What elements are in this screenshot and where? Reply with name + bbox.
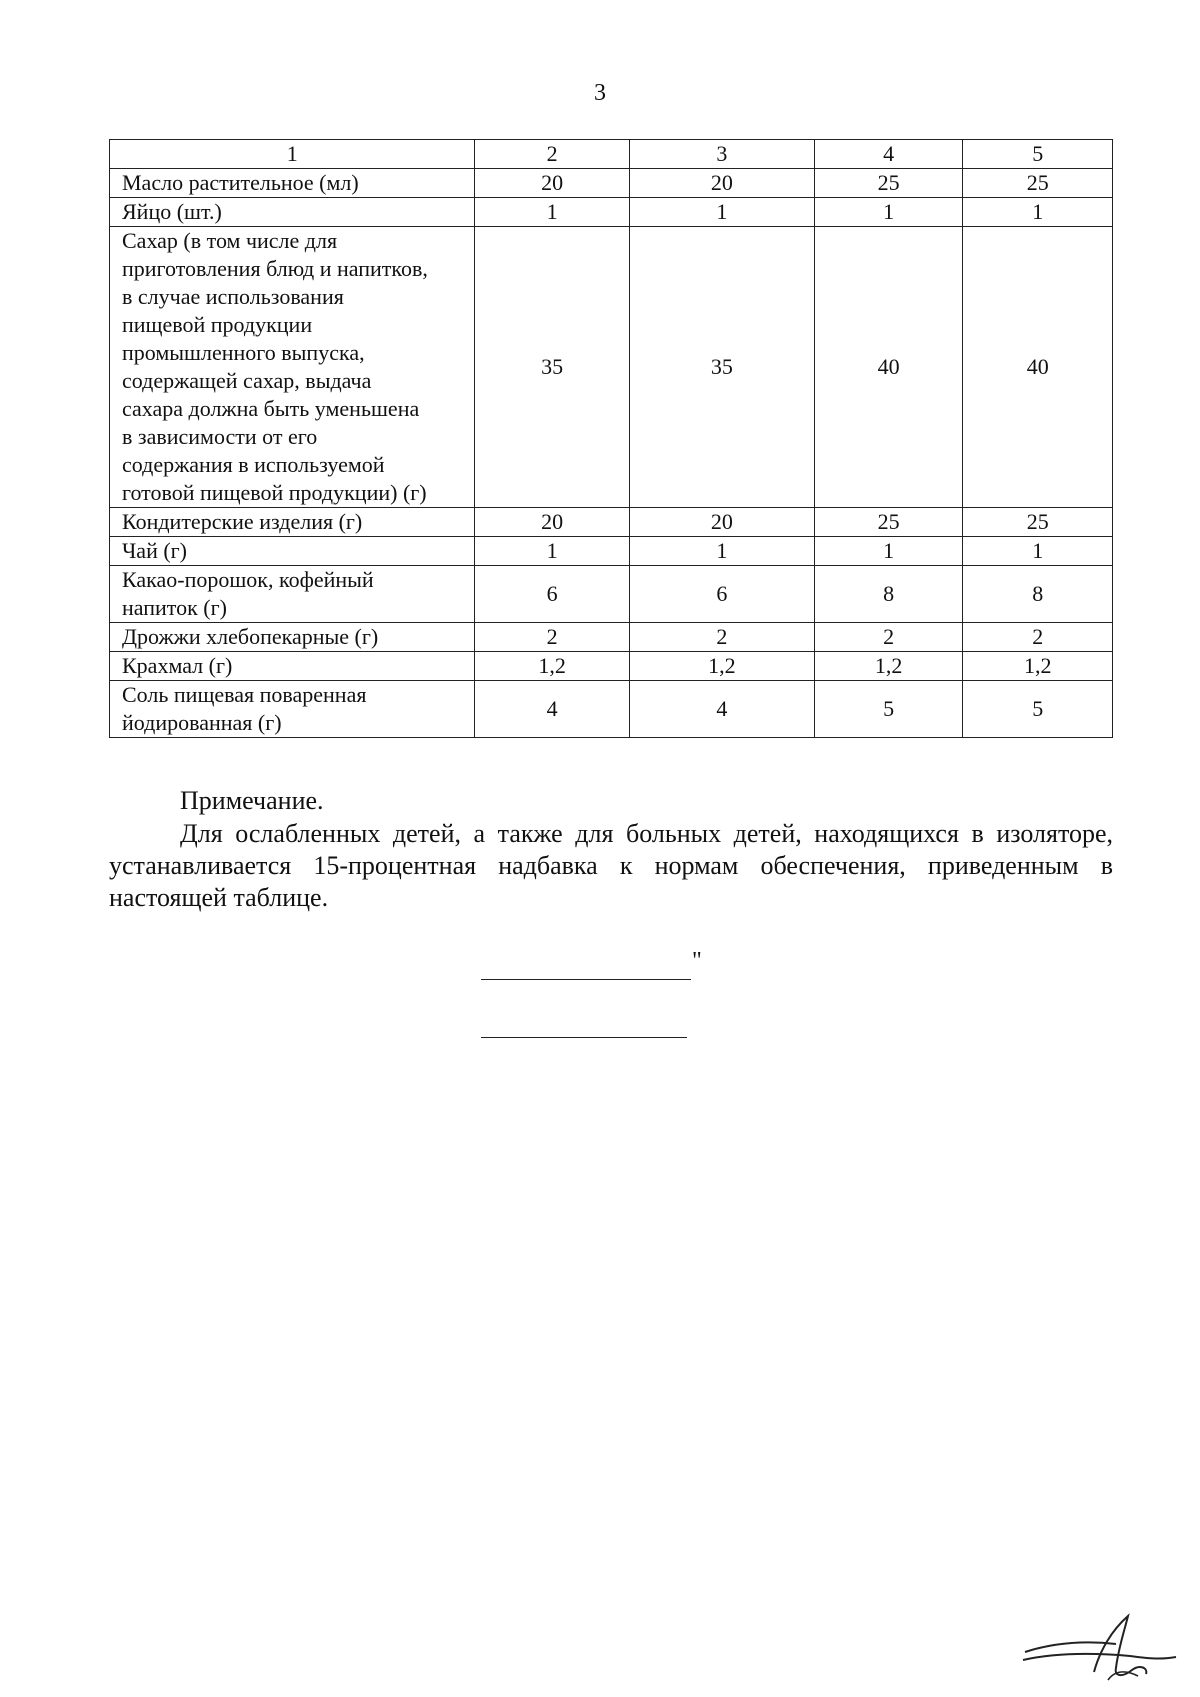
norm-value-cell: 40 bbox=[963, 227, 1113, 508]
product-name-line: содержащей сахар, выдача bbox=[122, 368, 372, 393]
product-name-line: в зависимости от его bbox=[122, 424, 318, 449]
norm-value-cell: 1 bbox=[475, 198, 629, 227]
norm-value-cell: 1 bbox=[475, 537, 629, 566]
table-row bbox=[110, 652, 1113, 681]
norm-value-cell: 5 bbox=[814, 681, 963, 738]
product-name-line: приготовления блюд и напитков, bbox=[122, 256, 428, 281]
norm-value-cell: 20 bbox=[475, 508, 629, 537]
note-title: Примечание. bbox=[180, 786, 324, 815]
product-name-line: Дрожжи хлебопекарные (г) bbox=[122, 624, 379, 649]
norm-value-cell: 35 bbox=[475, 227, 629, 508]
norm-value-cell: 1,2 bbox=[814, 652, 963, 681]
product-name-line: Яйцо (шт.) bbox=[122, 199, 222, 224]
norm-value-cell: 6 bbox=[629, 566, 814, 623]
norm-value-cell: 20 bbox=[629, 508, 814, 537]
product-name-cell bbox=[110, 227, 475, 508]
table-row bbox=[110, 623, 1113, 652]
norm-value-cell: 6 bbox=[475, 566, 629, 623]
product-name-line: напиток (г) bbox=[122, 595, 227, 620]
norm-value-cell: 2 bbox=[963, 623, 1113, 652]
table-header-row bbox=[110, 140, 1113, 169]
norm-value-cell: 20 bbox=[475, 169, 629, 198]
column-number: 4 bbox=[814, 140, 963, 169]
product-name-line: содержания в используемой bbox=[122, 452, 385, 477]
norm-value-cell: 25 bbox=[963, 169, 1113, 198]
norm-value-cell: 1,2 bbox=[629, 652, 814, 681]
product-name-line: в случае использования bbox=[122, 284, 344, 309]
norm-value-cell: 4 bbox=[475, 681, 629, 738]
product-name-cell bbox=[110, 508, 475, 537]
table-row bbox=[110, 227, 1113, 508]
column-number: 2 bbox=[475, 140, 629, 169]
table-row bbox=[110, 169, 1113, 198]
norm-value-cell: 1,2 bbox=[475, 652, 629, 681]
product-name-line: пищевой продукции bbox=[122, 312, 313, 337]
norms-table bbox=[109, 139, 1113, 738]
product-name-line: Сахар (в том числе для bbox=[122, 228, 338, 253]
table-row bbox=[110, 508, 1113, 537]
product-name-cell bbox=[110, 537, 475, 566]
norm-value-cell: 2 bbox=[814, 623, 963, 652]
product-name-line: Какао-порошок, кофейный bbox=[122, 567, 374, 592]
product-name-line: Соль пищевая поваренная bbox=[122, 682, 367, 707]
separator-line bbox=[481, 1037, 687, 1038]
closing-line bbox=[481, 979, 691, 980]
column-number: 5 bbox=[963, 140, 1113, 169]
norm-value-cell: 2 bbox=[629, 623, 814, 652]
page-number: 3 bbox=[594, 80, 606, 106]
norm-value-cell: 25 bbox=[814, 508, 963, 537]
norm-value-cell: 1 bbox=[629, 198, 814, 227]
product-name-line: Кондитерские изделия (г) bbox=[122, 509, 363, 534]
table-row bbox=[110, 537, 1113, 566]
closing-quote: " bbox=[692, 948, 702, 974]
norm-value-cell: 8 bbox=[814, 566, 963, 623]
norm-value-cell: 1 bbox=[814, 537, 963, 566]
norm-value-cell: 1 bbox=[814, 198, 963, 227]
norm-value-cell: 25 bbox=[963, 508, 1113, 537]
table-row bbox=[110, 681, 1113, 738]
norm-value-cell: 5 bbox=[963, 681, 1113, 738]
norm-value-cell: 2 bbox=[475, 623, 629, 652]
note-text: Для ослабленных детей, а также для больных детей, находящихся в изоляторе, устанавливается 15-процентная надбавка к нормам обеспечения, приведенным в настоящей таблице. bbox=[109, 819, 1113, 912]
product-name-line: Чай (г) bbox=[122, 538, 188, 563]
norm-value-cell: 1 bbox=[963, 198, 1113, 227]
column-number: 3 bbox=[629, 140, 814, 169]
product-name-line: промышленного выпуска, bbox=[122, 340, 365, 365]
product-name-cell bbox=[110, 623, 475, 652]
norm-value-cell: 40 bbox=[814, 227, 963, 508]
product-name-cell bbox=[110, 681, 475, 738]
norm-value-cell: 4 bbox=[629, 681, 814, 738]
norm-value-cell: 1,2 bbox=[963, 652, 1113, 681]
product-name-line: сахара должна быть уменьшена bbox=[122, 396, 420, 421]
norm-value-cell: 1 bbox=[963, 537, 1113, 566]
table-row bbox=[110, 566, 1113, 623]
product-name-line: Крахмал (г) bbox=[122, 653, 233, 678]
product-name-line: готовой пищевой продукции) (г) bbox=[122, 480, 427, 505]
norm-value-cell: 35 bbox=[629, 227, 814, 508]
product-name-line: йодированная (г) bbox=[122, 710, 282, 735]
norm-value-cell: 25 bbox=[814, 169, 963, 198]
norm-value-cell: 20 bbox=[629, 169, 814, 198]
norm-value-cell: 1 bbox=[629, 537, 814, 566]
product-name-cell bbox=[110, 198, 475, 227]
product-name-line: Масло растительное (мл) bbox=[122, 170, 359, 195]
product-name-cell bbox=[110, 566, 475, 623]
column-number: 1 bbox=[110, 140, 475, 169]
handwritten-signature bbox=[1020, 1610, 1180, 1686]
product-name-cell bbox=[110, 169, 475, 198]
table-row bbox=[110, 198, 1113, 227]
product-name-cell bbox=[110, 652, 475, 681]
norm-value-cell: 8 bbox=[963, 566, 1113, 623]
norms-table-body bbox=[110, 140, 1113, 738]
